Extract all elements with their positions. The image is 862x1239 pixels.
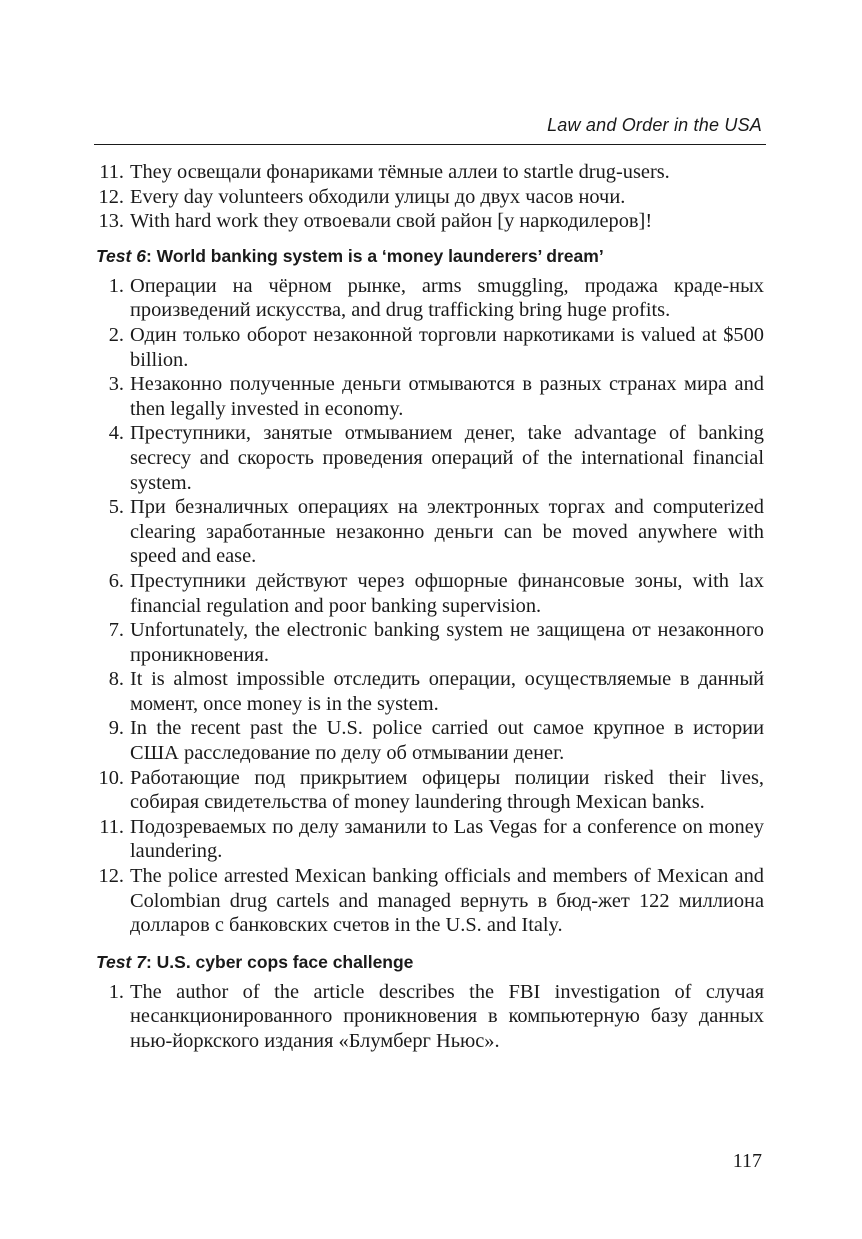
list-item [0,716,862,765]
item-text: With hard work they отвоевали свой район [у наркодилеров]! [130,210,653,233]
item-number: 8. [108,668,124,691]
item-text: Преступники, занятые отмыванием денег, take advantage of banking secrecy and скорость проведения операций of the international financial system. [130,422,764,494]
item-number: 9. [108,717,124,740]
page-number: 117 [732,1150,762,1172]
list-item [0,274,862,323]
item-number: 13. [98,210,124,233]
item-number: 7. [108,619,124,642]
item-number: 6. [108,569,124,592]
item-text: Один только оборот незаконной торговли наркотиками is valued at $500 billion. [130,323,764,371]
list-item [0,980,862,1054]
list-item [0,667,862,716]
item-text: Unfortunately, the electronic banking system не защищена от незаконного проникновения. [130,619,764,666]
item-number: 11. [99,815,124,838]
list-item [0,323,862,372]
list-item [0,569,862,618]
test7-separator: : [145,951,157,972]
item-number: 5. [108,496,124,519]
item-number: 1. [108,274,124,297]
item-number: 10. [98,766,124,789]
item-text: The author of the article describes the FBI investigation of случая несанкционированного проникновения в компьютерную базу данных нью-йоркского издания «Блумберг Ньюс». [130,980,764,1052]
item-text: Незаконно полученные деньги отмываются в разных странах мира and then legally invested in economy. [130,373,764,420]
item-number: 11. [99,161,124,183]
list-item [0,421,862,495]
item-number: 12. [98,865,124,888]
page-content [0,160,862,1054]
list-item [0,495,862,569]
item-text: Преступники действуют через офшорные финансовые зоны, with lax financial regulation and poor banking supervision. [130,569,764,617]
test6-heading [0,244,862,268]
item-number: 12. [98,185,124,208]
list-item [0,864,862,938]
list-item [0,160,862,185]
item-text: In the recent past the U.S. police carried out самое крупное в истории США расследование по делу об отмывании денег. [130,717,764,765]
item-number: 4. [108,422,124,445]
list-item [0,209,862,234]
running-title: Law and Order in the USA [547,115,762,135]
list-item [0,766,862,815]
item-text: Подозреваемых по делу заманили to Las Vegas for a conference on money laundering. [130,815,764,863]
item-text: Работающие под прикрытием офицеры полиции risked their lives, собирая свидетельства of money laundering through Mexican banks. [130,766,764,814]
test6-separator: : [145,245,157,266]
item-number: 2. [108,323,124,346]
test7-title: U.S. cyber cops face challenge [156,951,414,972]
intro-list [0,160,862,234]
list-item [0,372,862,421]
item-number: 3. [108,373,124,396]
item-text: При безналичных операциях на электронных торгах and computerized clearing заработанные незаконно деньги can be moved anywhere with speed and ease. [130,496,764,568]
item-text: The police arrested Mexican banking officials and members of Mexican and Colombian drug cartels and managed вернуть в бюд-жет 122 миллиона долларов с банковских счетов in the U.S. and Italy. [130,865,764,937]
header-rule [94,144,766,145]
item-text: It is almost impossible отследить операции, осуществляемые в данный момент, once money is in the system. [130,668,764,715]
item-text: Операции на чёрном рынке, arms smuggling, продажа краде-ных произведений искусства, and drug trafficking bring huge profits. [130,274,764,322]
test6-list [0,274,862,938]
test7-heading [0,950,862,974]
item-number: 1. [108,980,124,1003]
test6-title: World banking system is a ‘money launderers’ dream’ [156,245,604,266]
list-item [0,618,862,667]
test6-label: Test 6 [96,245,146,266]
test7-label: Test 7 [96,951,146,972]
item-text: Every day volunteers обходили улицы до двух часов ночи. [130,185,626,208]
list-item [0,815,862,864]
item-text: They освещали фонариками тёмные аллеи to startle drug-users. [130,161,670,183]
list-item [0,185,862,210]
test7-list [0,980,862,1054]
